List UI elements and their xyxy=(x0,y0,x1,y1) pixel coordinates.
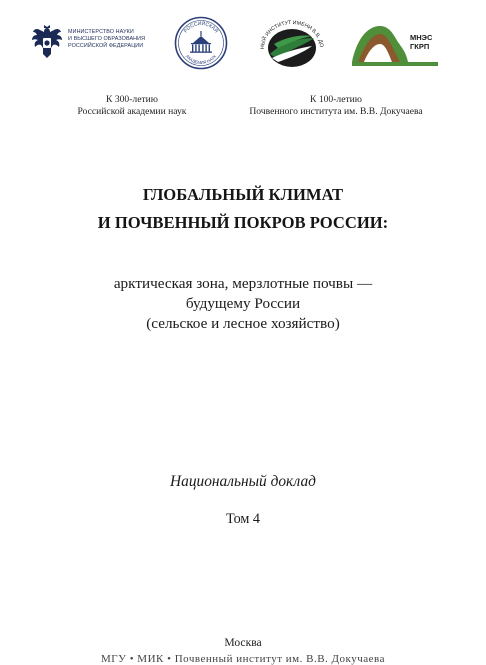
ministry-line-1: МИНИСТЕРСТВО НАУКИ xyxy=(68,29,134,35)
mnes-line-1: МНЭС xyxy=(410,33,433,42)
soil-institute-logo xyxy=(254,14,330,72)
ran-seal-logo xyxy=(174,16,228,70)
dedication-soil-line-2: Почвенного института им. В.В. Докучаева xyxy=(249,106,423,117)
mnes-gkrp-logo xyxy=(350,22,440,68)
book-title-line-2: И ПОЧВЕННЫЙ ПОКРОВ РОССИИ: xyxy=(97,213,389,232)
book-subtitle xyxy=(0,274,486,334)
dedication-soil-institute xyxy=(226,94,446,118)
book-subtitle-line-2: будущему России xyxy=(185,295,301,312)
ran-ring-bottom: АКАДЕМИЯ НАУК xyxy=(184,53,218,66)
book-subtitle-line-3: (сельское и лесное хозяйство) xyxy=(146,315,340,332)
soil-ring-text: НЫЙ ИНСТИТУТ ИМЕНИ В.В. ДО xyxy=(259,19,325,50)
volume-number: Том 4 xyxy=(225,511,261,527)
double-headed-eagle-icon xyxy=(30,24,64,60)
publisher-line: МГУ • МИК • Почвенный институт им. В.В. Докучаева xyxy=(101,653,385,665)
ran-ring-top: РОССИЙСКАЯ xyxy=(182,20,220,35)
publication-city: Москва xyxy=(224,636,262,649)
report-type: Национальный доклад xyxy=(170,473,316,490)
dedication-ran-line-1: К 300-летию xyxy=(106,94,158,105)
ministry-line-2: И ВЫСШЕГО ОБРАЗОВАНИЯ xyxy=(68,36,146,42)
mnes-line-2: ГКРП xyxy=(410,42,430,51)
book-title-line-1: ГЛОБАЛЬНЫЙ КЛИМАТ xyxy=(142,185,344,204)
ministry-logo xyxy=(30,22,162,62)
dedication-ran xyxy=(52,94,212,118)
dedication-ran-line-2: Российской академии наук xyxy=(77,106,187,117)
ministry-text xyxy=(68,29,145,50)
book-title xyxy=(0,181,486,237)
dedication-soil-line-1: К 100-летию xyxy=(310,94,362,105)
ministry-line-3: РОССИЙСКОЙ ФЕДЕРАЦИИ xyxy=(68,43,144,49)
book-subtitle-line-1: арктическая зона, мерзлотные почвы — xyxy=(113,275,373,292)
